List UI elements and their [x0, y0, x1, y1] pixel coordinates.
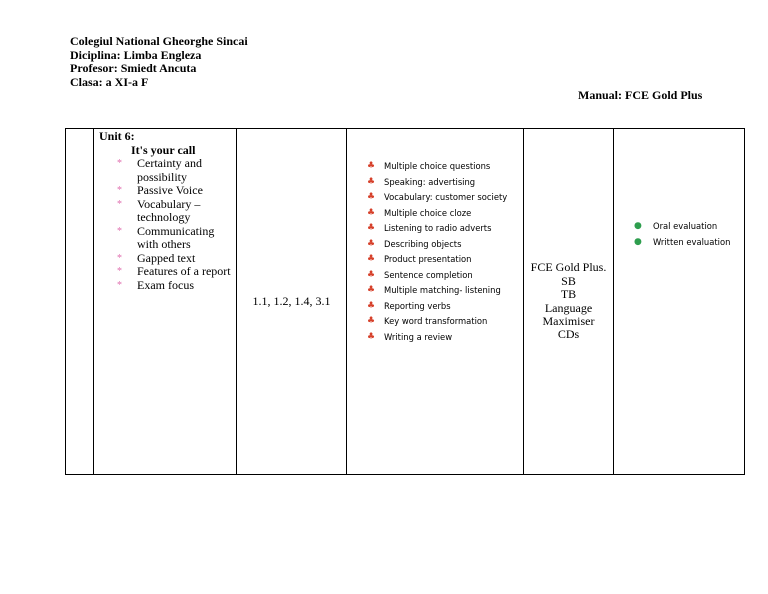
- club-bullet-icon: ♣: [367, 223, 376, 233]
- topic-text: Passive Voice: [137, 183, 203, 197]
- resource-text: SB: [561, 273, 576, 288]
- unit-title: It's your call: [131, 142, 196, 157]
- list-item: [367, 159, 523, 175]
- activity-text: Describing objects: [384, 238, 462, 249]
- evaluation-text: Written evaluation: [653, 237, 731, 247]
- club-bullet-icon: ♣: [367, 269, 376, 280]
- activity-text: Writing a review: [384, 331, 453, 342]
- list-item: [634, 234, 744, 250]
- resource-text: Maximiser: [542, 313, 595, 328]
- document-header: [70, 35, 248, 89]
- star-bullet-icon: *: [117, 185, 122, 196]
- list-item: [117, 279, 236, 293]
- activity-text: Key word transformation: [384, 316, 488, 326]
- activity-text: Reporting verbs: [384, 300, 451, 311]
- activities-cell: [347, 129, 524, 475]
- club-bullet-icon: ♣: [367, 207, 376, 218]
- resources-cell: [524, 129, 614, 475]
- activity-text: Product presentation: [384, 254, 472, 264]
- resource-text: CDs: [557, 327, 580, 342]
- list-item: [634, 218, 744, 234]
- school-name: Colegiul National Gheorghe Sincai: [70, 34, 248, 48]
- lesson-plan-table: [65, 128, 745, 475]
- subject-line: Diciplina: Limba Engleza: [70, 47, 202, 62]
- objectives-cell: 1.1, 1.2, 1.4, 3.1: [237, 129, 347, 475]
- topic-text: Gapped text: [137, 250, 196, 265]
- list-item: [367, 299, 523, 315]
- list-item: [367, 175, 523, 191]
- topic-text: Vocabulary – technology: [137, 196, 201, 224]
- teacher-line: Profesor: Smiedt Ancuta: [70, 61, 197, 75]
- club-bullet-icon: ♣: [367, 192, 376, 202]
- star-bullet-icon: *: [117, 225, 122, 237]
- club-bullet-icon: ♣: [367, 176, 376, 187]
- list-item: [117, 265, 236, 279]
- list-item: [367, 268, 523, 284]
- activity-list: [367, 159, 523, 345]
- club-bullet-icon: ♣: [367, 285, 376, 295]
- topic-text: Features of a report: [137, 264, 231, 278]
- activity-text: Multiple matching- listening: [384, 285, 501, 295]
- star-bullet-icon: *: [117, 279, 122, 291]
- evaluation-list: [634, 218, 744, 250]
- activity-text: Listening to radio adverts: [384, 223, 492, 233]
- club-bullet-icon: ♣: [367, 238, 376, 249]
- star-bullet-icon: *: [117, 198, 122, 210]
- list-item: [367, 314, 523, 330]
- list-item: [367, 252, 523, 268]
- list-item: [367, 206, 523, 222]
- unit-label: Unit 6:: [99, 129, 135, 143]
- list-item: [367, 283, 523, 299]
- dot-bullet-icon: ●: [634, 221, 642, 231]
- list-item: [367, 330, 523, 346]
- club-bullet-icon: ♣: [367, 254, 376, 264]
- activity-text: Speaking: advertising: [384, 176, 476, 187]
- dot-bullet-icon: ●: [634, 237, 642, 247]
- list-item: [367, 237, 523, 253]
- activity-text: Vocabulary: customer society: [384, 192, 508, 202]
- list-item: [117, 225, 236, 252]
- list-item: [367, 221, 523, 237]
- club-bullet-icon: ♣: [367, 316, 376, 326]
- topic-text: Exam focus: [137, 277, 194, 292]
- star-bullet-icon: *: [117, 252, 122, 264]
- star-bullet-icon: *: [117, 266, 122, 277]
- topic-text: Communicating with others: [137, 223, 215, 251]
- club-bullet-icon: ♣: [367, 300, 376, 311]
- resource-text: TB: [560, 287, 577, 302]
- resource-text: FCE Gold Plus.: [530, 260, 607, 275]
- topic-text: Certainty and possibility: [137, 156, 202, 184]
- activity-text: Sentence completion: [384, 269, 473, 280]
- activity-text: Multiple choice cloze: [384, 207, 472, 218]
- activity-text: Multiple choice questions: [384, 161, 491, 171]
- list-item: [117, 184, 236, 198]
- table-row: [66, 129, 745, 475]
- club-bullet-icon: ♣: [367, 331, 376, 342]
- list-item: [117, 198, 236, 225]
- empty-cell: [66, 129, 94, 475]
- evaluation-text: Oral evaluation: [653, 221, 718, 231]
- list-item: [117, 252, 236, 266]
- list-item: [367, 190, 523, 206]
- club-bullet-icon: ♣: [367, 161, 376, 171]
- class-line: Clasa: a XI-a F: [70, 74, 149, 89]
- unit-cell: [94, 129, 237, 475]
- topic-list: [99, 157, 236, 292]
- manual-line: Manual: FCE Gold Plus: [578, 88, 703, 102]
- resource-text: Language: [544, 300, 593, 315]
- list-item: [117, 157, 236, 184]
- evaluation-cell: [614, 129, 745, 475]
- star-bullet-icon: *: [117, 158, 122, 169]
